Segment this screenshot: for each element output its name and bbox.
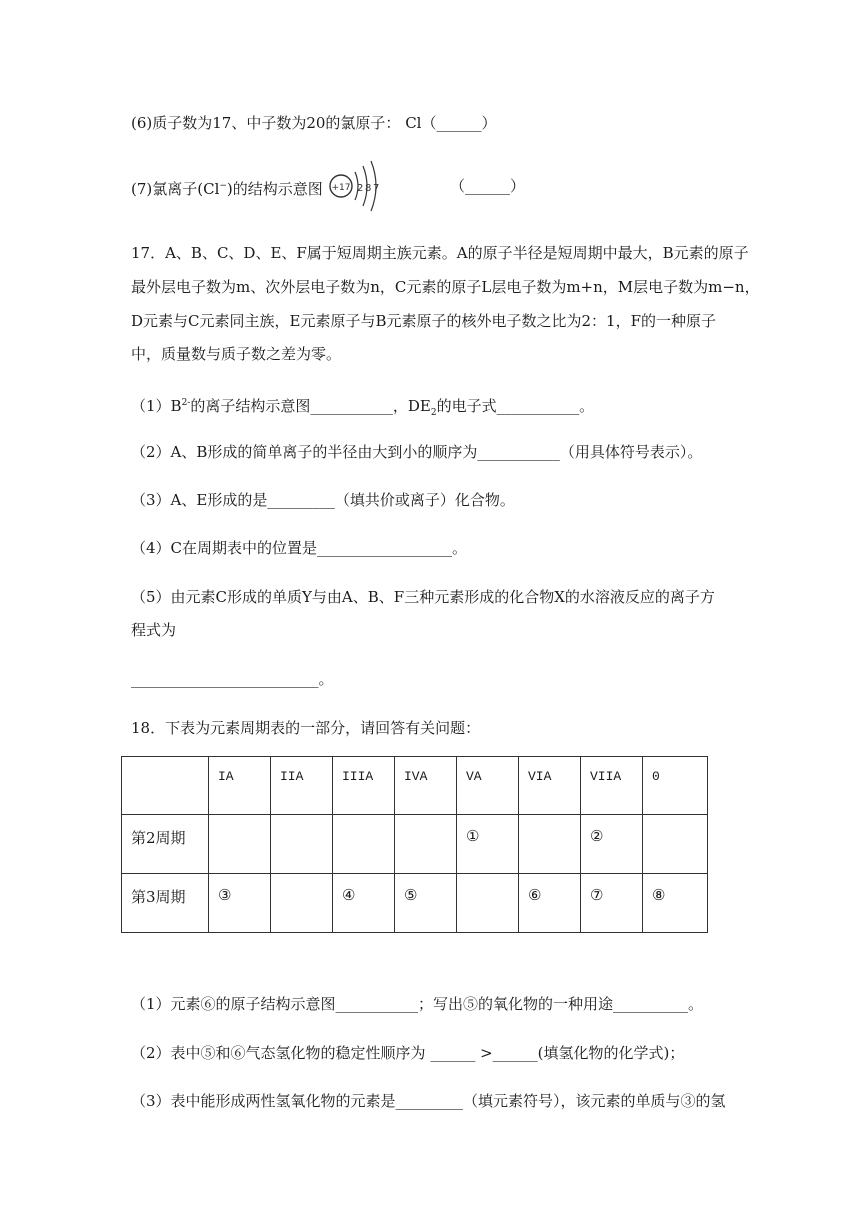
q17-part-4: （4）C在周期表中的位置是__________________。	[131, 539, 468, 557]
table-cell	[122, 757, 209, 815]
table-cell: IA	[209, 757, 271, 815]
q16-item7-blank: （______）	[450, 177, 526, 195]
table-cell: ②	[581, 815, 643, 874]
table-cell: 0	[643, 757, 708, 815]
q16-item6: (6)质子数为17、中子数为20的氯原子： Cl（______）	[131, 114, 497, 132]
table-cell: ①	[457, 815, 519, 874]
table-cell	[333, 815, 395, 874]
table-header-row	[122, 757, 708, 815]
table-cell: 第2周期	[122, 815, 209, 874]
q18-part-2: （2）表中⑤和⑥气态氢化物的稳定性顺序为 ______ >______(填氢化物的化学式)；	[131, 1044, 685, 1062]
table-row	[122, 874, 708, 933]
q17-stem-line-4: 中，质量数与质子数之差为零。	[131, 345, 342, 363]
table-cell	[519, 815, 581, 874]
table-cell: ⑧	[643, 874, 708, 933]
table-cell	[209, 815, 271, 874]
q17-part-3: （3）A、E形成的是_________（填共价或离子）化合物。	[131, 491, 515, 509]
chloride-ion-structure-diagram	[328, 160, 388, 216]
table-cell: VA	[457, 757, 519, 815]
table-row	[122, 815, 708, 874]
q17-stem-line-2: 最外层电子数为m、次外层电子数为n，C元素的原子L层电子数为m+n，M层电子数为m−n，	[131, 278, 760, 296]
table-cell: IIA	[271, 757, 333, 815]
q18-part-3: （3）表中能形成两性氢氧化物的元素是_________（填元素符号），该元素的单质与③的氢	[131, 1092, 726, 1110]
q17-part-5-line-1: （5）由元素C形成的单质Y与由A、B、F三种元素形成的化合物X的水溶液反应的离子方	[131, 588, 715, 606]
table-cell: VIIA	[581, 757, 643, 815]
periodic-table-excerpt	[121, 756, 708, 933]
table-cell	[457, 874, 519, 933]
q17-part-5-answer-line: _________________________。	[131, 670, 334, 688]
q17-part-5-line-2: 程式为	[131, 621, 177, 639]
q16-item7: (7)氯离子(Cl−)的结构示意图	[131, 180, 323, 198]
q18-part-1: （1）元素⑥的原子结构示意图___________；写出⑤的氧化物的一种用途__________。	[131, 995, 704, 1013]
table-cell	[395, 815, 457, 874]
table-cell	[643, 815, 708, 874]
table-cell: IVA	[395, 757, 457, 815]
table-cell: ⑥	[519, 874, 581, 933]
table-cell: ⑦	[581, 874, 643, 933]
table-cell: 第3周期	[122, 874, 209, 933]
shell-3-count: 7	[373, 183, 380, 194]
table-cell: ⑤	[395, 874, 457, 933]
shell-1-count: 2	[357, 183, 364, 194]
table-cell	[271, 815, 333, 874]
q17-part-2: （2）A、B形成的简单离子的半径由大到小的顺序为___________（用具体符号表示）。	[131, 443, 703, 461]
table-cell: ③	[209, 874, 271, 933]
q18-stem: 18．下表为元素周期表的一部分，请回答有关问题：	[131, 719, 481, 737]
table-cell: VIA	[519, 757, 581, 815]
shell-2-count: 8	[365, 183, 372, 194]
q17-stem-line-3: D元素与C元素同主族，E元素原子与B元素原子的核外电子数之比为2：1，F的一种原子	[131, 312, 716, 330]
q17-stem-line-1: 17．A、B、C、D、E、F属于短周期主族元素。A的原子半径是短周期中最大，B元素的原子	[131, 244, 749, 262]
nucleus-charge: +17	[331, 183, 351, 193]
q17-part-1: $(1)B^{2-}$的离子结构示意图___________，$DE_2$的电子式___________。	[131, 397, 595, 418]
table-cell: IIIA	[333, 757, 395, 815]
table-cell	[271, 874, 333, 933]
table-cell: ④	[333, 874, 395, 933]
